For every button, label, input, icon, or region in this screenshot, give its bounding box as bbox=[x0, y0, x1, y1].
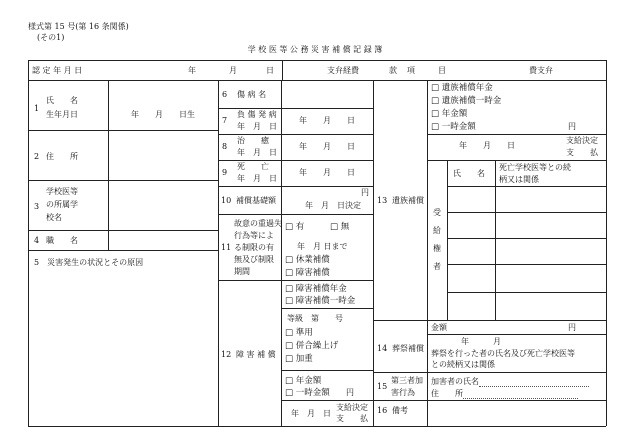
disability-label: 障 害 補 償 bbox=[236, 350, 276, 359]
surv-annuity-label: 遺族補償年金 bbox=[441, 83, 493, 93]
injury-name-label: 傷 病 名 bbox=[237, 90, 267, 99]
third-party-label-2: 害行為 bbox=[391, 388, 415, 397]
recog-year: 年 bbox=[188, 66, 196, 75]
surv-pay: 支 払 bbox=[566, 148, 598, 157]
surv-pay-decision: 支給決定 bbox=[566, 136, 598, 145]
funeral-amount-label: 金額 bbox=[431, 323, 447, 332]
restriction-yes-checkbox[interactable]: □ 有 bbox=[285, 222, 305, 232]
third-party-label-1: 第三者加 bbox=[391, 376, 423, 385]
grade-aggravate-label: 加重 bbox=[295, 354, 313, 364]
grade-label: 等級 第 号 bbox=[287, 314, 343, 323]
restriction-line-3: る制限の有 bbox=[234, 243, 274, 252]
item-4-number: 4 bbox=[34, 236, 40, 245]
cure-date: 年 月 日 bbox=[299, 142, 355, 151]
recog-month: 月 bbox=[229, 66, 237, 75]
birth-date-value: 年 月 日生 bbox=[131, 110, 195, 119]
recipient-relation-header-2: 柄又は関係 bbox=[499, 175, 539, 184]
leave-comp-checkbox[interactable]: □ 休業補償 bbox=[285, 255, 330, 265]
surv-lump-checkbox[interactable]: □ 遺族補償一時金 bbox=[431, 96, 502, 106]
death-label-2: 年 月 日 bbox=[237, 174, 277, 183]
dis-lump-amount-label: 一時金額 bbox=[295, 388, 330, 398]
base-comp-label: 補償基礎額 bbox=[236, 196, 276, 205]
funeral-date: 年 月 bbox=[461, 337, 501, 346]
restriction-line-1: 故意の重過失 bbox=[234, 219, 282, 228]
dis-annuity-checkbox[interactable]: □ 障害補償年金 bbox=[285, 284, 347, 294]
dis-annuity-amount-checkbox[interactable]: □ 年金額 bbox=[285, 376, 322, 386]
grade-apply-label: 準用 bbox=[295, 328, 313, 338]
offender-addr-row bbox=[431, 389, 578, 399]
dis-lump-amount-checkbox[interactable]: □ 一時金額 bbox=[285, 388, 330, 398]
school-affil-line-3: 校名 bbox=[46, 213, 62, 222]
payer-label: 費支弁 bbox=[529, 66, 553, 75]
offender-name-line[interactable] bbox=[479, 377, 589, 387]
onset-date: 年 月 日 bbox=[299, 116, 355, 125]
recipient-char-3: 権 bbox=[433, 244, 441, 253]
item-6-number: 6 bbox=[222, 90, 228, 99]
onset-label-2: 年 月 日 bbox=[237, 122, 277, 131]
restriction-line-5: 期間 bbox=[234, 267, 250, 276]
grade-merge-checkbox[interactable]: □ 併合繰上げ bbox=[285, 341, 339, 351]
restriction-yes-label: 有 bbox=[295, 222, 305, 232]
form-title: 学 校 医 等 公 務 災 害 補 償 記 録 簿 bbox=[247, 45, 383, 54]
grade-aggravate-checkbox[interactable]: □ 加重 bbox=[285, 354, 313, 364]
disability-comp-checkbox[interactable]: □ 障害補償 bbox=[285, 268, 330, 278]
grade-merge-label: 併合繰上げ bbox=[295, 341, 339, 351]
item-16-number: 16 bbox=[377, 406, 388, 415]
surv-annuity-amount-label: 年金額 bbox=[441, 109, 468, 119]
dis-paid-date: 年 月 日 bbox=[291, 409, 331, 418]
funeral-label: 葬祭補償 bbox=[392, 344, 424, 353]
remarks-label: 備考 bbox=[392, 406, 408, 415]
dis-annuity-amount-label: 年金額 bbox=[295, 376, 322, 386]
cure-label-2: 年 月 日 bbox=[237, 148, 277, 157]
recipient-char-1: 受 bbox=[433, 208, 441, 217]
base-comp-decided: 年 月 日決定 bbox=[305, 201, 361, 210]
item-1-number: 1 bbox=[34, 104, 40, 113]
grade-apply-checkbox[interactable]: □ 準用 bbox=[285, 328, 313, 338]
offender-name-label: 加害者の氏名 bbox=[431, 377, 479, 386]
dis-lump-checkbox[interactable]: □ 障害補償一時金 bbox=[285, 296, 356, 306]
recipient-char-2: 給 bbox=[433, 226, 441, 235]
restriction-line-2: 行為等によ bbox=[234, 231, 274, 240]
job-label: 職 名 bbox=[46, 236, 78, 245]
base-comp-yen: 円 bbox=[361, 188, 369, 197]
item-2-number: 2 bbox=[34, 152, 40, 161]
recognition-date-label: 認 定 年 月 日 bbox=[32, 66, 83, 75]
kou-label: 項 bbox=[407, 66, 415, 75]
offender-addr-label: 住 所 bbox=[431, 389, 463, 398]
moku-label: 目 bbox=[438, 66, 446, 75]
address-label: 住 所 bbox=[46, 152, 78, 161]
funeral-person-1: 葬祭を行った者の氏名及び死亡学校医等 bbox=[431, 349, 575, 358]
offender-addr-line[interactable] bbox=[463, 389, 578, 399]
school-affil-line-1: 学校医等 bbox=[46, 187, 78, 196]
restriction-line-4: 無及び制限 bbox=[234, 255, 274, 264]
recipient-name-header: 氏 名 bbox=[453, 169, 485, 178]
item-13-number: 13 bbox=[377, 196, 388, 205]
recipient-relation-header-1: 死亡学校医等との続 bbox=[499, 163, 571, 172]
onset-label-1: 負 傷 発 病 bbox=[237, 110, 277, 119]
dis-lump-label: 障害補償一時金 bbox=[295, 296, 356, 306]
surv-lump-amount-checkbox[interactable]: □ 一時金額 bbox=[431, 122, 476, 132]
death-label-1: 死 亡 bbox=[237, 162, 269, 171]
recog-day: 日 bbox=[266, 66, 274, 75]
funeral-person-2: との続柄又は関係 bbox=[431, 360, 495, 369]
surv-lump-yen: 円 bbox=[568, 122, 576, 131]
item-3-number: 3 bbox=[34, 202, 40, 211]
item-12-number: 12 bbox=[221, 350, 232, 359]
restriction-no-label: 無 bbox=[340, 222, 350, 232]
name-label: 氏 名 bbox=[46, 96, 78, 105]
dis-lump-yen: 円 bbox=[346, 388, 354, 397]
item-10-number: 10 bbox=[221, 196, 232, 205]
restriction-until: 年 月 日まで bbox=[297, 242, 348, 251]
funeral-amount-yen: 円 bbox=[568, 323, 576, 332]
expense-label: 支弁経費 bbox=[327, 66, 359, 75]
surv-pay-date: 年 月 日 bbox=[459, 141, 515, 150]
surv-annuity-amount-checkbox[interactable]: □ 年金額 bbox=[431, 109, 468, 119]
item-9-number: 9 bbox=[222, 168, 228, 177]
dis-pay-decision: 支給決定 bbox=[336, 403, 368, 412]
accident-circumstances-label: 5 災害発生の状況とその原因 bbox=[34, 258, 144, 267]
dis-pay: 支 払 bbox=[336, 414, 368, 423]
item-15-number: 15 bbox=[377, 382, 388, 391]
surv-annuity-checkbox[interactable]: □ 遺族補償年金 bbox=[431, 83, 493, 93]
leave-comp-label: 休業補償 bbox=[295, 255, 330, 265]
surv-lump-label: 遺族補償一時金 bbox=[441, 96, 502, 106]
cure-label-1: 治 癒 bbox=[237, 136, 269, 145]
death-date: 年 月 日 bbox=[299, 168, 355, 177]
disability-comp-label: 障害補償 bbox=[295, 268, 330, 278]
surv-lump-amount-label: 一時金額 bbox=[441, 122, 476, 132]
offender-name-row bbox=[431, 377, 589, 387]
restriction-no-checkbox[interactable]: □ 無 bbox=[330, 222, 350, 232]
dis-annuity-label: 障害補償年金 bbox=[295, 284, 347, 294]
school-affil-line-2: の所属学 bbox=[46, 200, 78, 209]
item-7-number: 7 bbox=[222, 116, 228, 125]
item-8-number: 8 bbox=[222, 142, 228, 151]
recipient-char-4: 者 bbox=[433, 262, 441, 271]
item-14-number: 14 bbox=[377, 344, 388, 353]
item-11-number: 11 bbox=[221, 243, 232, 252]
birth-label: 生年月日 bbox=[46, 110, 78, 119]
form-part: (その1) bbox=[37, 33, 65, 42]
survivor-label: 遺族補償 bbox=[392, 196, 424, 205]
form-number: 様式第 15 号(第 16 条関係) bbox=[28, 22, 129, 31]
kan-label: 款 bbox=[389, 66, 397, 75]
